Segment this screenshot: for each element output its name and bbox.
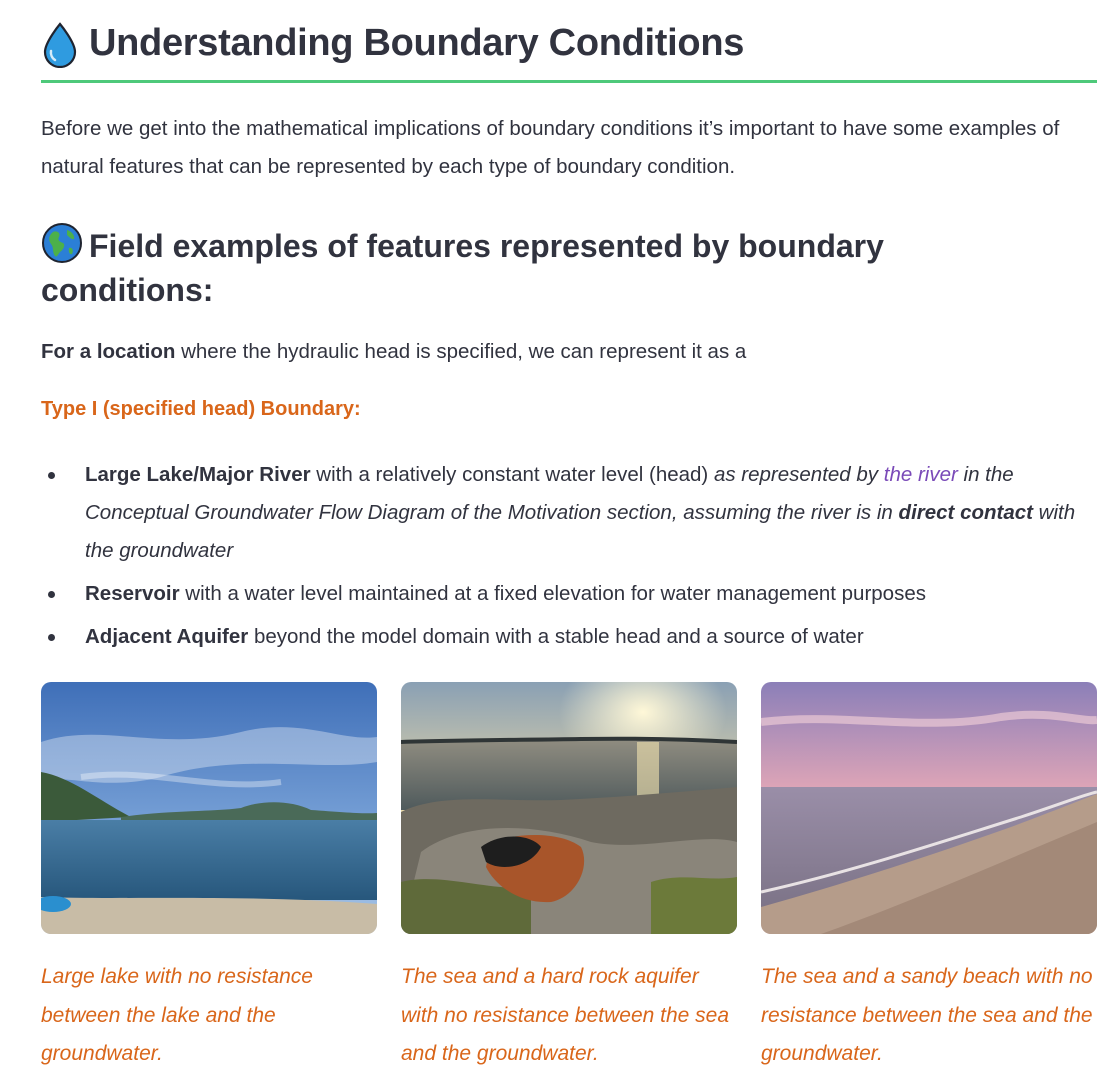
list-item-bold: Adjacent Aquifer xyxy=(85,625,249,648)
list-item xyxy=(41,575,1101,613)
list-item-text: with a water level maintained at a fixed elevation for water management purposes xyxy=(179,582,926,605)
lead-bold: For a location xyxy=(41,340,176,363)
rock-sea-photo-caption: The sea and a hard rock aquifer with no resistance between the sea and the groundwater. xyxy=(401,965,730,1065)
river-link[interactable]: the river xyxy=(883,463,958,486)
section-heading xyxy=(41,222,941,312)
lake-image xyxy=(41,682,377,934)
sandy-beach-image xyxy=(761,682,1097,934)
lake-photo-caption: Large lake with no resistance between the lake and the groundwater. xyxy=(41,965,313,1065)
list-item-text: with a relatively constant water level (head) xyxy=(310,463,714,486)
list-item-text: beyond the model domain with a stable head and a source of water xyxy=(248,625,864,648)
list-item-bold: Large Lake/Major River xyxy=(85,463,311,486)
rock-sea-image xyxy=(401,682,737,934)
sandy-beach-photo-caption: The sea and a sandy beach with no resistance between the sea and the groundwater. xyxy=(761,965,1093,1065)
lake-photo xyxy=(41,682,377,934)
water-drop-icon xyxy=(41,22,79,68)
intro-paragraph: Before we get into the mathematical implications of boundary conditions it’s important to have some examples of natural features that can be represented by each type of boundary condition. xyxy=(41,117,1060,178)
rock-sea-photo xyxy=(401,682,737,934)
list-item-italic: with the groundwater xyxy=(85,501,1076,562)
lead-paragraph xyxy=(41,336,1097,368)
list-item-italic: as represented by xyxy=(713,463,884,486)
list-item xyxy=(41,618,1101,656)
list-item-italic: in the Conceptual Groundwater Flow Diagram of the Motivation section, assuming the river is in xyxy=(85,463,1014,524)
globe-icon xyxy=(41,222,83,264)
type-one-heading: Type I (specified head) Boundary: xyxy=(41,398,361,420)
photo-row xyxy=(41,682,1097,934)
list-item-bold-italic: direct contact xyxy=(898,501,1033,524)
sandy-beach-photo xyxy=(761,682,1097,934)
boundary-examples-list xyxy=(41,456,1101,656)
section-heading-text: Field examples of features represented by boundary conditions: xyxy=(41,228,884,308)
list-item-bold: Reservoir xyxy=(85,582,180,605)
lead-rest: where the hydraulic head is specified, we can represent it as a xyxy=(175,340,747,363)
page-title xyxy=(41,22,1097,84)
title-divider xyxy=(41,80,1097,83)
page-title-text: Understanding Boundary Conditions xyxy=(89,22,745,64)
list-item xyxy=(41,456,1101,570)
